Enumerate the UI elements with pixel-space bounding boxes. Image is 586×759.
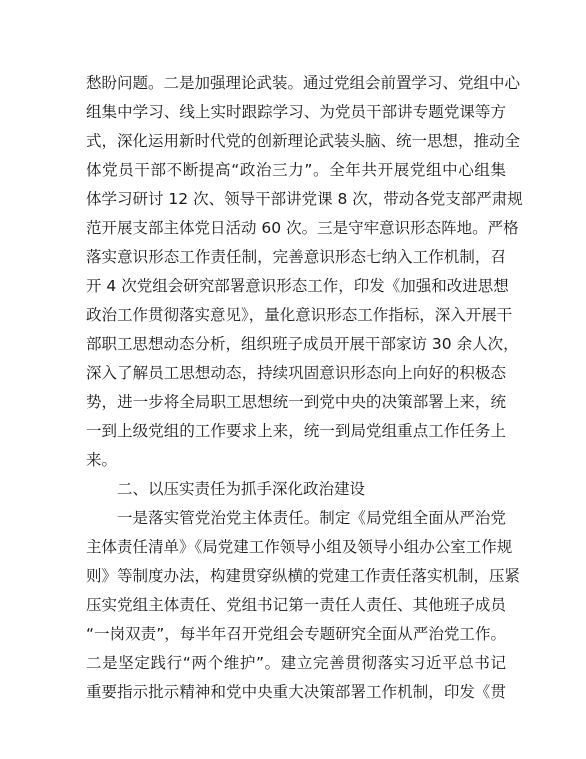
paragraph-line: 则》等制度办法，构建贯穿纵横的党建工作责任落实机制，压紧 [86, 567, 521, 585]
paragraph-line: 一到上级党组的工作要求上来，统一到局党组重点工作任务上 [86, 422, 506, 440]
paragraph-line: 一是落实管党治党主体责任。制定《局党组全面从严治党 [117, 509, 506, 527]
paragraph-line: “一岗双责”，每半年召开党组会专题研究全面从严治党工作。 [86, 625, 506, 643]
paragraph-line: 愁盼问题。二是加强理论武装。通过党组会前置学习、党组中心 [86, 74, 521, 92]
paragraph-line: 二是坚定践行“两个维护”。建立完善贯彻落实习近平总书记 [86, 654, 506, 672]
paragraph-line: 压实党组主体责任、党组书记第一责任人责任、其他班子成员 [86, 596, 506, 614]
paragraph-line: 政治工作贯彻落实意见》，量化意识形态工作指标，深入开展干 [86, 306, 513, 324]
paragraph-line: 势，进一步将全局职工思想统一到党中央的决策部署上来，统 [86, 393, 506, 411]
paragraph-line: 组集中学习、线上实时跟踪学习、为党员干部讲专题党课等方 [86, 103, 506, 121]
paragraph-line: 深入了解员工思想动态，持续巩固意识形态向上向好的积极态 [86, 364, 506, 382]
paragraph-line: 范开展支部主体党日活动 60 次。三是守牢意识形态阵地。严格 [86, 219, 519, 237]
paragraph-line: 开 4 次党组会研究部署意识形态工作，印发《加强和改进思想 [86, 277, 509, 295]
paragraph-line: 体学习研讨 12 次、领导干部讲党课 8 次，带动各党支部严肃规 [86, 190, 523, 208]
paragraph-line: 式，深化运用新时代党的创新理论武装头脑、统一思想，推动全 [86, 132, 521, 150]
paragraph-line: 体党员干部不断提高“政治三力”。全年共开展党组中心组集 [86, 161, 506, 179]
paragraph-line: 落实意识形态工作责任制，完善意识形态七纳入工作机制，召 [86, 248, 506, 266]
paragraph-line: 主体责任清单》《局党建工作领导小组及领导小组办公室工作规 [86, 538, 513, 556]
paragraph-line: 部职工思想动态分析，组织班子成员开展干部家访 30 余人次， [86, 335, 519, 353]
paragraph-line: 来。 [86, 451, 118, 469]
section-heading: 二、以压实责任为抓手深化政治建设 [117, 480, 366, 498]
document-body [86, 69, 523, 707]
paragraph-line: 重要指示批示精神和党中央重大决策部署工作机制，印发《贯 [86, 683, 506, 701]
